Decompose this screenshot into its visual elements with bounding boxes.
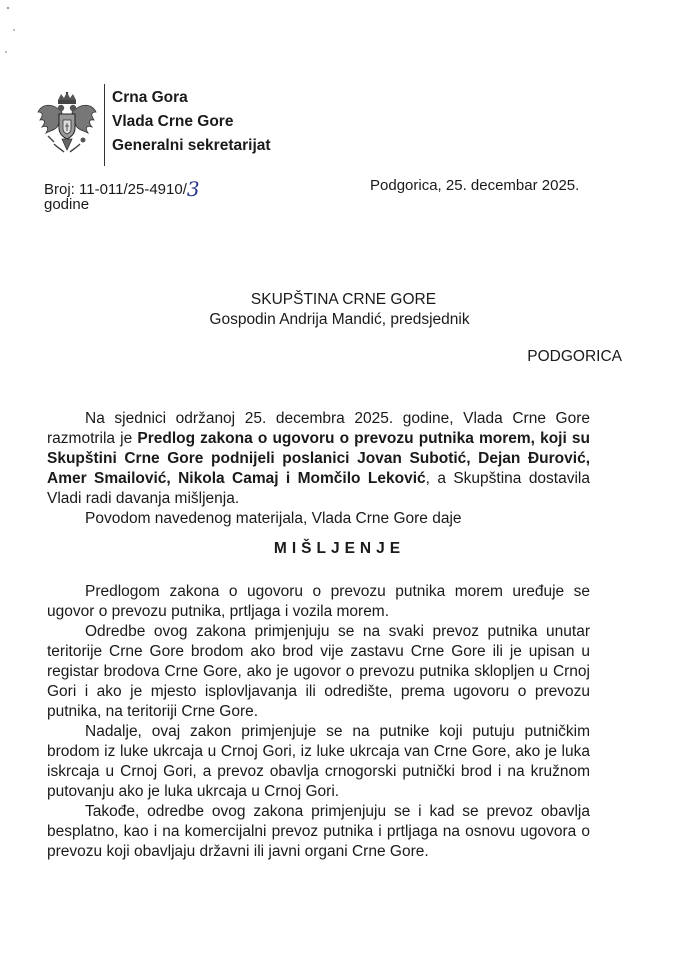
- intro-section: [47, 409, 590, 529]
- handwritten-number: 3: [186, 177, 200, 201]
- opinion-paragraph-3: Nadalje, ovaj zakon primjenjuje se na putnike koji putuju putničkim brodom iz luke ukrcaja u Crnoj Gori, iz luke ukrcaja van Crne Gore, ako je luka iskrcaja u Crnoj Gori, a prevoz obavlja crnogorski putnički brod i na kružnom putovanju ako je luka ukrcaja u Crnoj Gori.: [47, 723, 590, 800]
- document-date: Podgorica, 25. decembar 2025.: [370, 177, 580, 194]
- opinion-section: [47, 582, 590, 862]
- opinion-heading: MIŠLJENJE: [273, 540, 406, 557]
- reference-year-label: godine: [44, 196, 90, 213]
- intro-text-start: Na sjednici održanoj 25. decembra 2025. godine, Vlada Crne Gore razmotrila je: [47, 410, 590, 447]
- opinion-paragraph-2: Odredbe ovog zakona primjenjuju se na svaki prevoz putnika unutar teritorije Crne Gore brodom ako brod vije zastavu Crne Gore ili je upisan u registar brodova Crne Gore, ako je ugovor o prevozu putnika sklopljen u Crnoj Gori i ako je mjesto isplovljavanja ili odredište, prema ugovoru o prevozu putnika, na teritoriji Crne Gore.: [47, 623, 590, 720]
- org-line-secretariat: Generalni sekretarijat: [112, 137, 271, 154]
- bill-title: Predlog zakona o ugovoru o prevozu putnika morem, koji su Skupštini Crne Gore podnijeli poslanici Jovan Subotić, Dejan Đurović, Amer Smailović, Nikola Camaj i Momčilo Leković: [47, 430, 590, 487]
- intro-text-end: , a Skupština dostavila Vladi radi davanja mišljenja.: [47, 470, 590, 507]
- header-divider: [104, 84, 105, 166]
- org-line-government: Vlada Crne Gore: [112, 113, 234, 130]
- org-line-country: Crna Gora: [112, 89, 188, 106]
- recipient-block: [0, 290, 679, 330]
- recipient-person: Gospodin Andrija Mandić, predsjednik: [209, 311, 470, 328]
- montenegro-coat-of-arms-icon: [36, 92, 98, 158]
- recipient-institution: SKUPŠTINA CRNE GORE: [250, 291, 437, 308]
- opinion-paragraph-4: Takođe, odredbe ovog zakona primjenjuju se i kad se prevoz obavlja besplatno, kao i na komercijalni prevoz putnika i prtljaga na osnovu ugovora o prevozu koji obavljaju državni ili javni organi Crne Gore.: [47, 803, 590, 860]
- intro-paragraph: [47, 409, 590, 509]
- opinion-paragraph-1: Predlogom zakona o ugovoru o prevozu putnika morem uređuje se ugovor o prevozu putnika, prtljaga i vozila morem.: [47, 583, 590, 620]
- recipient-city: PODGORICA: [527, 348, 622, 365]
- reference-number-label: Broj: 11-011/25-4910/: [44, 181, 187, 198]
- issuer-block: [112, 86, 271, 158]
- intro-paragraph-2: Povodom navedenog materijala, Vlada Crne Gore daje: [85, 510, 462, 527]
